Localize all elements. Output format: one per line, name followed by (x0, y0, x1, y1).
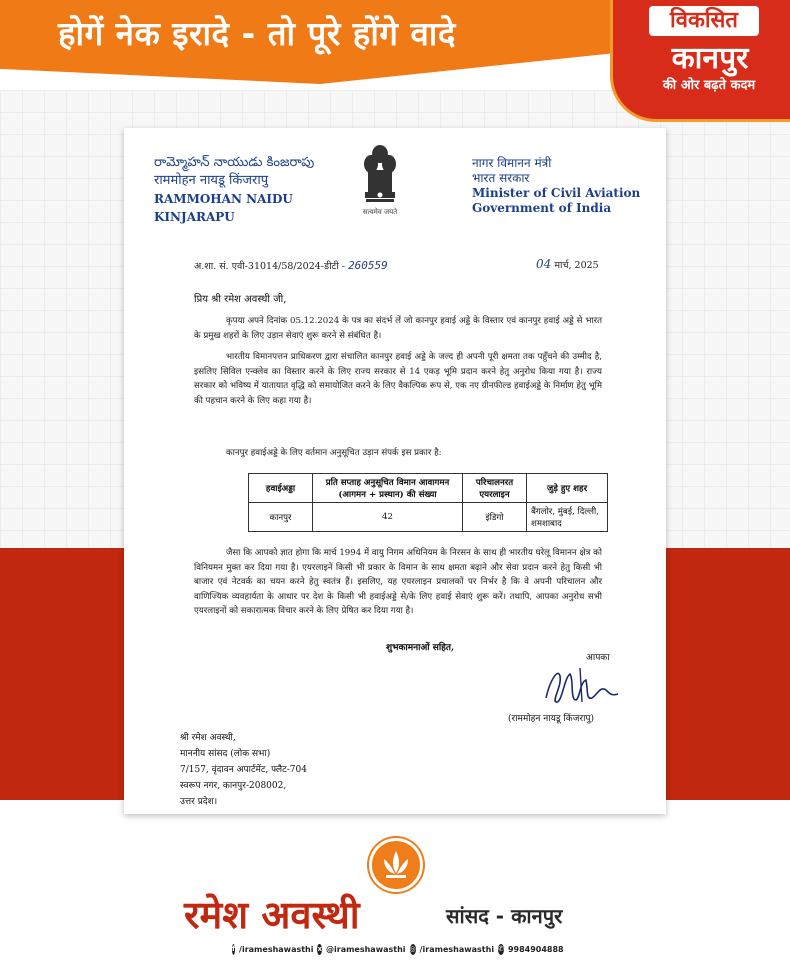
instagram-handle[interactable]: /irameshawasthi (419, 944, 495, 954)
twitter-x-icon: x (317, 944, 322, 953)
whatsapp-number[interactable]: 9984904888 (507, 944, 564, 954)
badge-line1: विकसित (649, 6, 759, 36)
table-header-row (249, 474, 608, 503)
recipient-address (180, 730, 307, 810)
table-cell: कानपुर (249, 503, 313, 532)
table-row (249, 503, 608, 532)
table-cell: इंडिगो (463, 503, 527, 532)
table-header: जुड़े हुए शहर (527, 474, 608, 503)
reference-label: अ.शा. सं. एवी-31014/58/2024-डीटी - (194, 261, 346, 272)
lotus-logo-icon (369, 838, 423, 892)
reference-number (194, 259, 388, 272)
salutation: प्रिय श्री रमेश अवस्थी जी, (194, 294, 287, 305)
address-line: माननीय सांसद (लोक सभा) (180, 749, 271, 759)
closing: शुभकामनाओं सहित, (386, 643, 455, 653)
title-english-2: Government of India (472, 201, 612, 215)
signature-icon (540, 660, 620, 708)
table-cell: 42 (313, 503, 463, 532)
paragraph-2: भारतीय विमानपत्तन प्राधिकरण द्वारा संचालित कानपुर हवाई अड्डे के जल्द ही अपनी पूरी क्षमता तक पहुँचने की उम्मीद है, इसलिए सिविल एन्क्लेव का विस्तार करने के लिए राज्य सरकार से 14 एकड़ भूमि प्रदान करने हेतु अनुरोध किया गया है। राज्य सरकार को भविष्य में यातायात वृद्धि को समायोजित करने के लिए वैकल्पिक रूप से, एक नए ग्रीनफील्ड हवाईअड्डे के निर्माण हेतु भूमि की पहचान करने के लिए कहा गया है। (194, 352, 602, 406)
letter-document (124, 128, 666, 814)
english-name: RAMMOHAN NAIDU KINJARAPU (154, 192, 293, 224)
table-cell: बैंगलोर, मुंबई, दिल्ली, शमशाबाद (527, 503, 608, 532)
paragraph-3: कानपुर हवाईअड्डे के लिए वर्तमान अनुसूचित उड़ान संपर्क इस प्रकार है: (226, 448, 442, 458)
letterhead-left (154, 154, 354, 226)
reference-handwritten: 260559 (348, 259, 388, 272)
date-day: 04 (536, 257, 552, 271)
lotus-icon (372, 841, 420, 889)
telugu-name: రామ్మోహన్ నాయుడు కింజరాపు (154, 155, 315, 170)
facebook-icon: f (232, 944, 236, 953)
flight-table (248, 473, 608, 532)
vikasit-kanpur-badge (610, 0, 790, 122)
address-line: उत्तर प्रदेश। (180, 797, 218, 807)
title-hindi-1: नागर विमानन मंत्री (472, 156, 552, 170)
national-emblem-icon (360, 142, 400, 212)
date-month-year: मार्च, 2025 (554, 260, 599, 271)
address-line: 7/157, वृंदावन अपार्टमेंट, फ्लैट-704 (180, 765, 307, 775)
address-line: श्री रमेश अवस्थी, (180, 733, 236, 743)
yours: आपका (586, 653, 610, 663)
table-header: प्रति सप्ताह अनुसूचित विमान आवागमन (आगमन + प्रस्थान) की संख्या (313, 474, 463, 503)
footer-role: सांसद - कानपुर (446, 904, 563, 928)
paragraph-1: कृपया अपने दिनांक 05.12.2024 के पत्र का संदर्भ लें जो कानपुर हवाई अड्डे के विस्तार एवं कानपुर हवाई अड्डे से भारत के प्रमुख शहरों के लिए उड़ान सेवाएं शुरू करने से संबंधित है। (194, 316, 602, 341)
hindi-name: राममोहन नायडू किंजरापु (154, 173, 269, 188)
social-handles (232, 942, 562, 956)
emblem-caption: सत्यमेव जयते (362, 208, 398, 216)
letter-date (536, 257, 599, 271)
address-line: स्वरूप नगर, कानपुर-208002, (180, 781, 287, 791)
table-header: हवाईअड्डा (249, 474, 313, 503)
instagram-icon: ◎ (409, 944, 416, 953)
facebook-handle[interactable]: /irameshawasthi (239, 944, 314, 954)
whatsapp-icon: ✆ (498, 944, 504, 953)
table-header: परिचालनरत एयरलाइन (463, 474, 527, 503)
badge-line2: कानपुर (671, 41, 749, 76)
signer-name: (राममोहन नायडू किंजरापु) (508, 714, 595, 724)
title-english-1: Minister of Civil Aviation (472, 186, 641, 200)
slogan: होगें नेक इरादे - तो पूरे होंगे वादे (58, 14, 456, 53)
paragraph-4: जैसा कि आपको ज्ञात होगा कि मार्च 1994 में वायु निगम अधिनियम के निरसन के साथ ही भारतीय घरेलू विमानन क्षेत्र को विनियमन मुक्त कर दिया गया है। एयरलाइनें किसी भी प्रकार के विमान के साथ क्षमता बढ़ाने और सेवा प्रदान करने हेतु किसी भी बाजार एवं नेटवर्क का चयन करने हेतु स्वतंत्र हैं। इसलिए, यह एयरलाइन प्रचालकों पर निर्भर है कि वे अपनी परिचालन और वाणिज्यिक व्यवहार्यता के आधार पर देश के किसी भी हवाईअड्डे से/के लिए हवाई सेवाएं शुरू करें। तथापि, आपका अनुरोध सभी एयरलाइनों को सकारात्मक विचार करने के लिए प्रेषित कर दिया गया है। (194, 548, 602, 616)
footer-name: रमेश अवस्थी (184, 893, 360, 937)
title-hindi-2: भारत सरकार (472, 171, 530, 185)
letterhead-right (472, 156, 652, 216)
twitter-handle[interactable]: @irameshawasthi (326, 944, 406, 954)
badge-line3: की ओर बढ़ते कदम (662, 78, 756, 93)
